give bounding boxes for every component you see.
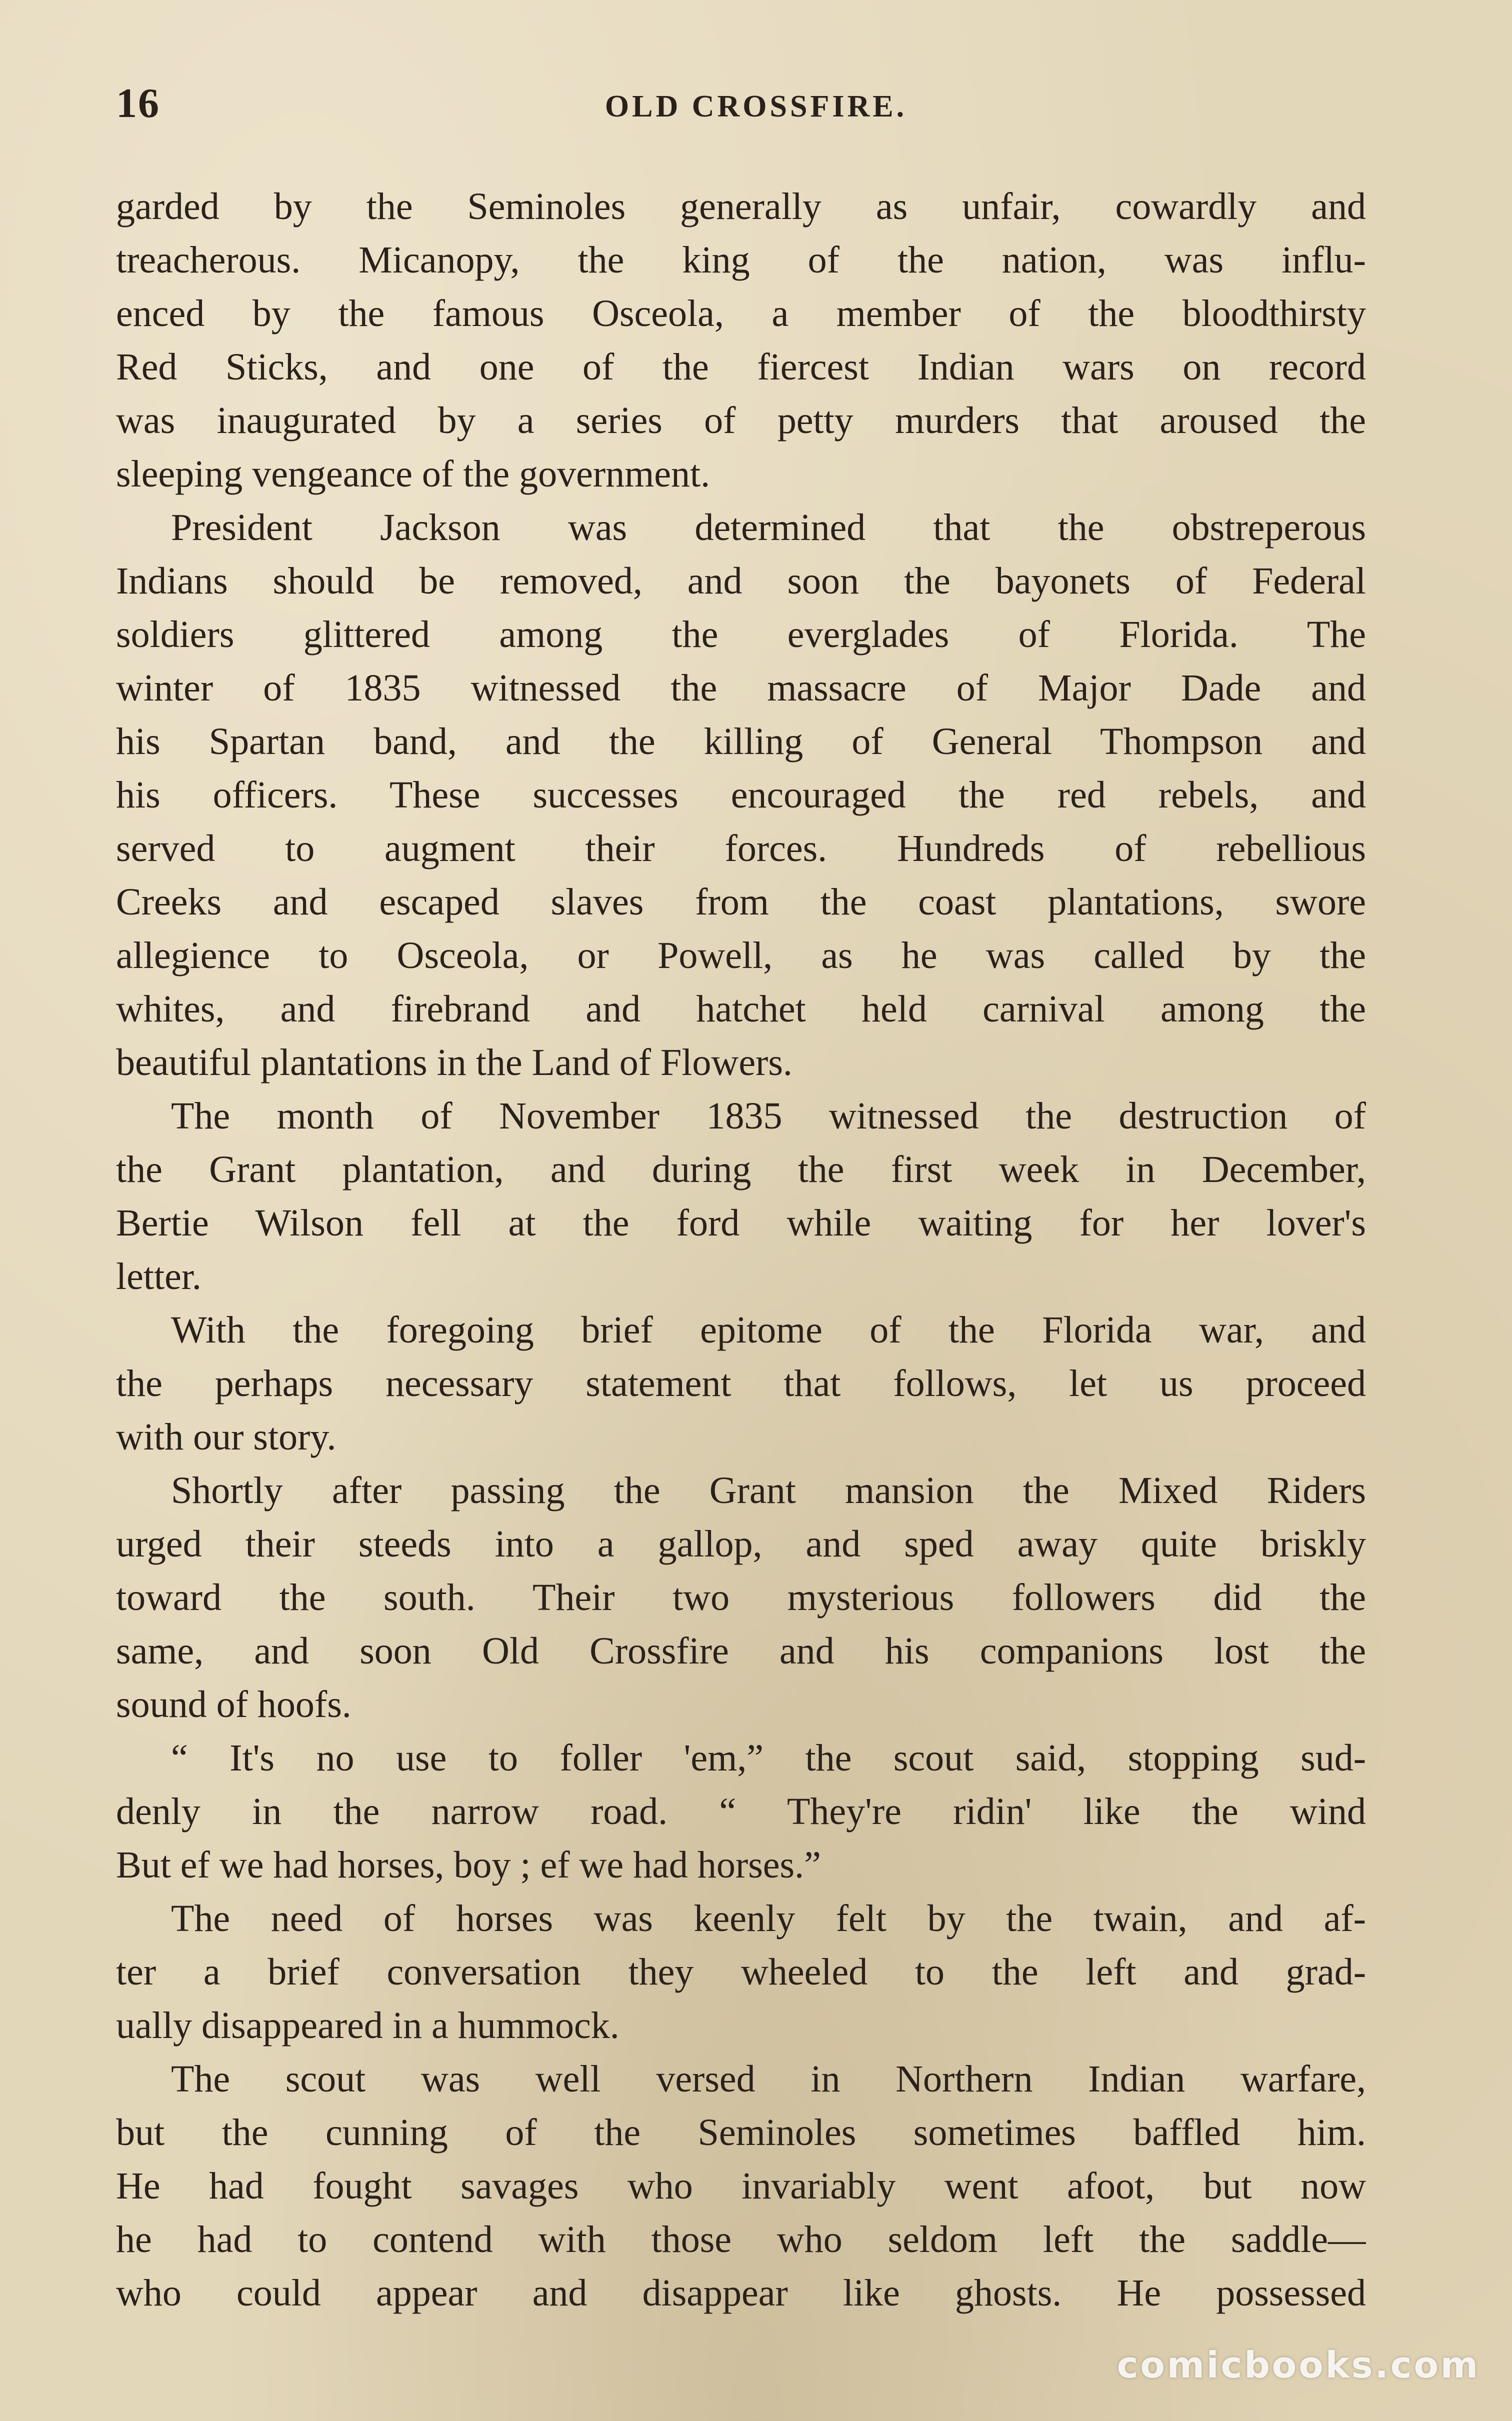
text-line: was inaugurated by a series of petty murders that aroused the bbox=[116, 400, 1366, 442]
text-line: Shortly after passing the Grant mansion the Mixed Riders bbox=[171, 1470, 1366, 1512]
text-line: sleeping vengeance of the government. bbox=[116, 453, 710, 495]
text-line: treacherous. Micanopy, the king of the nation, was influ- bbox=[116, 239, 1366, 281]
text-line: toward the south. Their two mysterious followers did the bbox=[116, 1576, 1366, 1618]
text-line: Indians should be removed, and soon the bayonets of Federal bbox=[116, 560, 1366, 602]
text-line: “ It's no use to foller 'em,” the scout said, stopping sud- bbox=[171, 1737, 1366, 1779]
text-line: The month of November 1835 witnessed the destruction of bbox=[171, 1095, 1366, 1137]
text-line: allegience to Osceola, or Powell, as he was called by the bbox=[116, 934, 1366, 976]
text-line: his officers. These successes encouraged the red rebels, and bbox=[116, 774, 1366, 816]
text-line: letter. bbox=[116, 1256, 202, 1298]
text-line: beautiful plantations in the Land of Flowers. bbox=[116, 1042, 792, 1084]
text-line: same, and soon Old Crossfire and his companions lost the bbox=[116, 1630, 1366, 1672]
text-line: with our story. bbox=[116, 1416, 336, 1458]
text-line: garded by the Seminoles generally as unfair, cowardly and bbox=[116, 186, 1366, 228]
text-line: soldiers glittered among the everglades of Florida. The bbox=[116, 614, 1366, 656]
text-line: urged their steeds into a gallop, and sped away quite briskly bbox=[116, 1523, 1366, 1565]
text-line: The scout was well versed in Northern Indian warfare, bbox=[171, 2058, 1366, 2100]
text-line: ually disappeared in a hummock. bbox=[116, 2004, 620, 2046]
text-line: winter of 1835 witnessed the massacre of Major Dade and bbox=[116, 667, 1366, 709]
text-line: but the cunning of the Seminoles sometimes baffled him. bbox=[116, 2112, 1366, 2154]
text-line: President Jackson was determined that the obstreperous bbox=[171, 506, 1366, 548]
text-line: The need of horses was keenly felt by the twain, and af- bbox=[171, 1898, 1366, 1940]
text-line: ter a brief conversation they wheeled to the left and grad- bbox=[116, 1951, 1366, 1993]
text-line: denly in the narrow road. “ They're ridin' like the wind bbox=[116, 1790, 1366, 1832]
text-line: Bertie Wilson fell at the ford while waiting for her lover's bbox=[116, 1202, 1366, 1244]
text-line: who could appear and disappear like ghosts. He possessed bbox=[116, 2272, 1366, 2314]
watermark: comicbooks.com bbox=[1116, 2344, 1480, 2386]
text-line: the perhaps necessary statement that follows, let us proceed bbox=[116, 1362, 1366, 1404]
running-head: OLD CROSSFIRE. bbox=[604, 90, 908, 124]
text-line: he had to contend with those who seldom left the saddle— bbox=[116, 2218, 1366, 2260]
text-line: whites, and firebrand and hatchet held carnival among the bbox=[116, 988, 1366, 1030]
text-line: his Spartan band, and the killing of General Thompson and bbox=[116, 720, 1366, 762]
text-line: But ef we had horses, boy ; ef we had horses.” bbox=[116, 1844, 821, 1886]
text-line: Red Sticks, and one of the fiercest Indian wars on record bbox=[116, 346, 1366, 388]
body-text bbox=[116, 180, 1366, 2320]
text-line: Creeks and escaped slaves from the coast plantations, swore bbox=[116, 881, 1366, 923]
text-line: He had fought savages who invariably went afoot, but now bbox=[116, 2165, 1366, 2207]
text-line: enced by the famous Osceola, a member of the bloodthirsty bbox=[116, 292, 1366, 334]
text-line: With the foregoing brief epitome of the Florida war, and bbox=[171, 1309, 1366, 1351]
text-line: the Grant plantation, and during the first week in December, bbox=[116, 1148, 1366, 1190]
text-line: served to augment their forces. Hundreds of rebellious bbox=[116, 828, 1366, 870]
page-number: 16 bbox=[116, 80, 160, 126]
text-line: sound of hoofs. bbox=[116, 1684, 352, 1726]
